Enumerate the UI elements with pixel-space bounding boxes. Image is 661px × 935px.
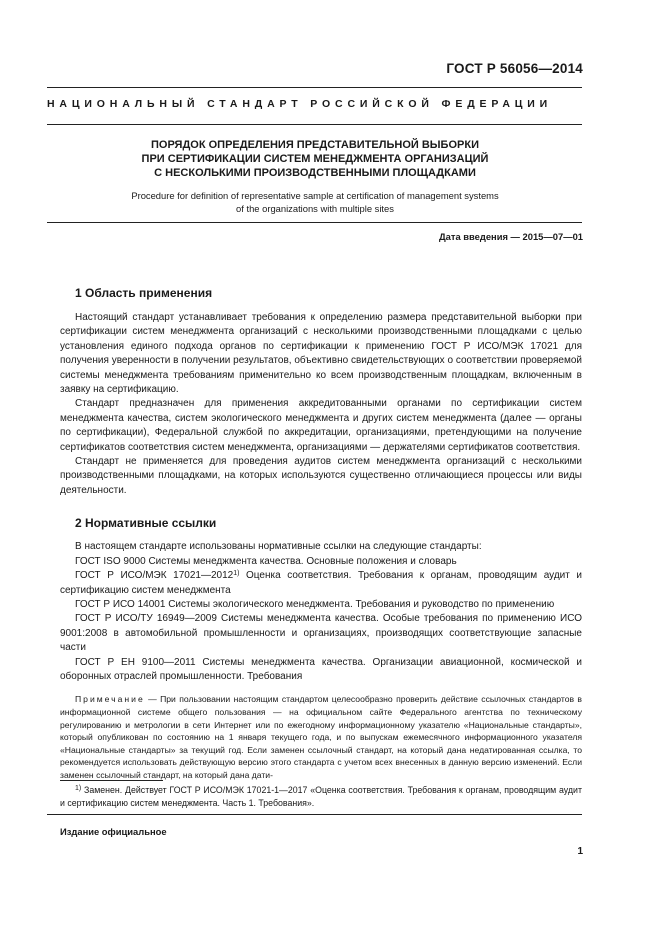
main-content [60,285,582,782]
section-1-heading: 1 Область применения [75,286,213,300]
title-ru-line: ПРИ СЕРТИФИКАЦИИ СИСТЕМ МЕНЕДЖМЕНТА ОРГАНИЗАЦИЙ [141,153,489,165]
footnote-rule [60,780,163,781]
reference-title: Оценка соответствия. Требования к органам, проводящим аудит и сертификацию систем менеджмента [60,570,582,596]
paragraph: Стандарт предназначен для применения аккредитованными органами по сертификации систем менеджмента качества, систем экологического менеджмента и других систем менеджмента (далее — органы по сертификации), Федеральной службой по аккредитации, организациями, претендующими на получение сертификатов соответствия систем менеджмента, организациями — держателями сертификатов соответствия. [60,398,582,453]
title-rule [47,222,582,223]
reference-item [60,569,582,598]
title-en-line: of the organizations with multiple sites [236,203,394,214]
banner-rule [47,124,582,125]
title-english [60,189,570,215]
footnote-text: Заменен. Действует ГОСТ Р ИСО/МЭК 17021-1—2017 «Оценка соответствия. Требования к органам, проводящим аудит и сертификацию систем менеджмента. Часть 1. Требования». [60,785,582,808]
page-number: 1 [577,846,583,857]
paragraph: Настоящий стандарт устанавливает требования к определению размера представительной выборки при сертификации систем менеджмента организаций с несколькими производственными площадками с целью установления единого подхода органов по сертификации к применению ГОСТ Р ИСО/МЭК 17021 для получения уверенности в получении результатов, объективно свидетельствующих о соответствии проверяемой системы менеджмента требованиям применительно ко всем производственным площадкам, включенным в заявку на сертификацию. [60,312,582,396]
reference-code: ГОСТ Р ИСО/МЭК 17021—2012 [75,570,234,582]
top-rule [47,87,582,88]
footnote-ref: 1) [233,570,240,578]
reference-item: ГОСТ ISO 9000 Системы менеджмента качества. Основные положения и словарь [75,555,457,567]
footnote-marker: 1) [75,785,82,792]
reference-item: ГОСТ Р ЕН 9100—2011 Системы менеджмента качества. Организации авиационной, космической и оборонных отраслей промышленности. Требования [60,656,582,682]
reference-item: ГОСТ Р ИСО 14001 Системы экологического менеджмента. Требования и руководство по применению [75,598,555,610]
title-ru-line: ПОРЯДОК ОПРЕДЕЛЕНИЯ ПРЕДСТАВИТЕЛЬНОЙ ВЫБОРКИ [151,139,479,151]
title-en-line: Procedure for definition of representative sample at certification of management systems [131,190,499,201]
note [60,693,582,781]
reference-item: ГОСТ Р ИСО/ТУ 16949—2009 Системы менеджмента качества. Особые требования по применению ИСО 9001:2008 в автомобильной промышленности и организациях, производящих соответствующие запасные части [60,613,582,654]
note-label: Примечание [75,694,145,705]
references-intro: В настоящем стандарте использованы нормативные ссылки на следующие стандарты: [75,541,482,553]
title-ru-line: С НЕСКОЛЬКИМИ ПРОИЗВОДСТВЕННЫМИ ПЛОЩАДКАМИ [154,167,476,179]
note-text: — При пользовании настоящим стандартом целесообразно проверить действие ссылочных стандартов в информационной системе общего пользования — на официальном сайте Федерального агентства по техническому регулированию и метрологии в сети Интернет или по ежегодному информационному указателю «Национальные стандарты», который опубликован по состоянию на 1 января текущего года, и по выпускам ежемесячного информационного указателя «Национальные стандарты» за текущий год. Если заменен ссылочный стандарт, на который дана недатированная ссылка, то рекомендуется использовать действующую версию этого стандарта с учетом всех внесенных в данную версию изменений. Если заменен ссылочный стандарт, на который дана дати- [60,694,582,780]
footer-rule [47,814,582,815]
gost-number: ГОСТ Р 56056—2014 [446,61,583,76]
paragraph: Стандарт не применяется для проведения аудитов систем менеджмента организаций с несколькими производственными площадками, на которых используются существенно отличающиеся процессы или виды деятельности. [60,456,582,496]
footnote [60,784,582,810]
section-2-heading: 2 Нормативные ссылки [75,516,217,531]
introduction-date: Дата введения — 2015—07—01 [438,231,583,242]
official-edition: Издание официальное [60,826,167,837]
national-standard-banner: НАЦИОНАЛЬНЫЙ СТАНДАРТ РОССИЙСКОЙ ФЕДЕРАЦИИ [47,98,553,110]
title-russian [60,138,570,180]
